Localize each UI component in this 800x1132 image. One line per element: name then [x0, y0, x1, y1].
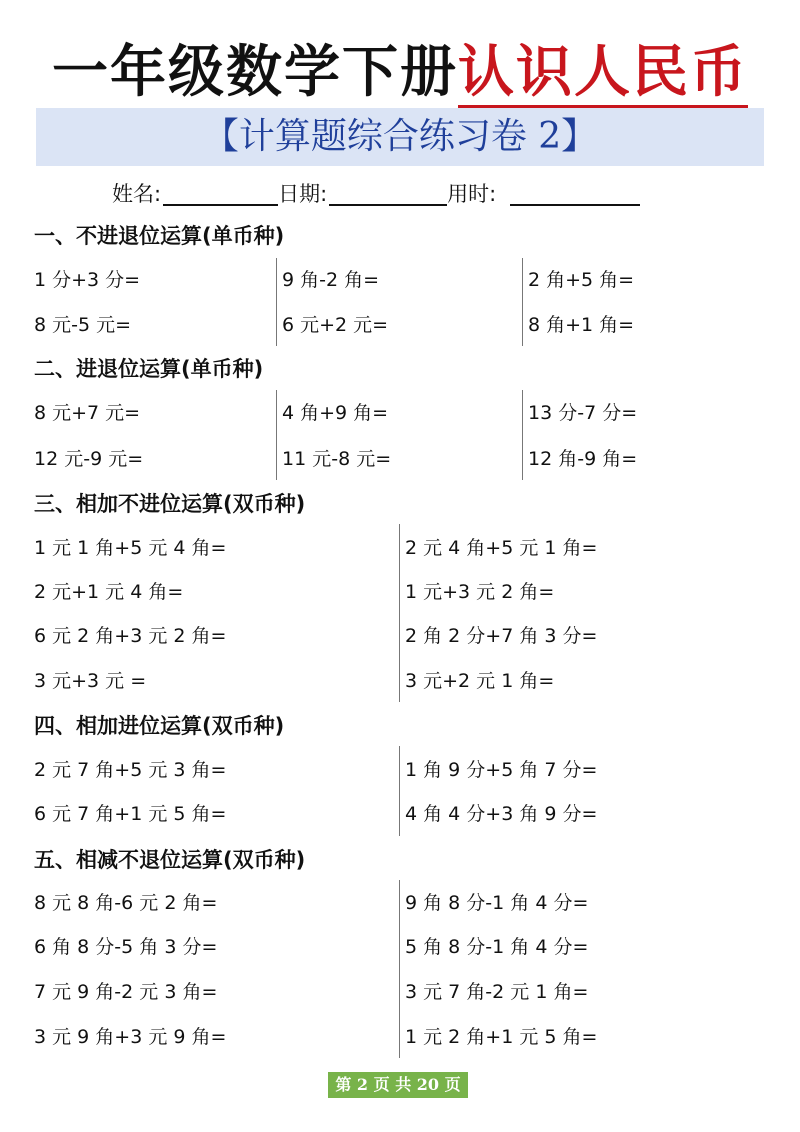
problem: 8 元 8 角-6 元 2 角= [34, 892, 218, 914]
time-label: 用时: [447, 182, 497, 206]
section-3-title: 三、相加不进位运算(双币种) [34, 492, 306, 516]
divider [399, 880, 400, 1058]
problem: 3 元+3 元 = [34, 670, 147, 692]
problem: 8 元+7 元= [34, 402, 141, 424]
divider [276, 390, 277, 480]
problem: 1 角 9 分+5 角 7 分= [405, 759, 598, 781]
problem: 2 角+5 角= [528, 269, 635, 291]
problem: 1 元 2 角+1 元 5 角= [405, 1026, 598, 1048]
date-label: 日期: [278, 182, 328, 206]
time-blank[interactable] [510, 180, 640, 206]
student-info [112, 175, 640, 211]
problem: 13 分-7 分= [528, 402, 638, 424]
section-5-title: 五、相减不退位运算(双币种) [34, 848, 306, 872]
problem: 9 角-2 角= [282, 269, 380, 291]
problem: 4 角+9 角= [282, 402, 389, 424]
title-main: 一年级数学下册 [52, 40, 458, 105]
problem: 5 角 8 分-1 角 4 分= [405, 936, 589, 958]
problem: 12 角-9 角= [528, 448, 638, 470]
divider [399, 746, 400, 836]
problem: 7 元 9 角-2 元 3 角= [34, 981, 218, 1003]
divider [522, 390, 523, 480]
problem: 1 分+3 分= [34, 269, 141, 291]
section-2-title: 二、进退位运算(单币种) [34, 357, 264, 381]
problem: 9 角 8 分-1 角 4 分= [405, 892, 589, 914]
problem: 6 元+2 元= [282, 314, 389, 336]
title-highlight: 认识人民币 [458, 40, 748, 109]
name-label: 姓名: [112, 182, 162, 206]
problem: 12 元-9 元= [34, 448, 144, 470]
problem: 6 角 8 分-5 角 3 分= [34, 936, 218, 958]
page-number-badge: 第 2 页 共 20 页 [328, 1072, 468, 1098]
date-blank[interactable] [329, 180, 447, 206]
problem: 3 元 9 角+3 元 9 角= [34, 1026, 227, 1048]
problem: 11 元-8 元= [282, 448, 392, 470]
problem: 1 元 1 角+5 元 4 角= [34, 537, 227, 559]
problem: 2 元+1 元 4 角= [34, 581, 184, 603]
problem: 2 元 4 角+5 元 1 角= [405, 537, 598, 559]
problem: 1 元+3 元 2 角= [405, 581, 555, 603]
name-blank[interactable] [163, 180, 278, 206]
worksheet-subtitle: 【计算题综合练习卷 2】 [36, 108, 764, 166]
problem: 8 元-5 元= [34, 314, 132, 336]
page-title [0, 40, 800, 106]
divider [276, 258, 277, 346]
problem: 6 元 7 角+1 元 5 角= [34, 803, 227, 825]
divider [399, 524, 400, 702]
divider [522, 258, 523, 346]
problem: 3 元 7 角-2 元 1 角= [405, 981, 589, 1003]
problem: 2 角 2 分+7 角 3 分= [405, 625, 598, 647]
problem: 6 元 2 角+3 元 2 角= [34, 625, 227, 647]
section-1-title: 一、不进退位运算(单币种) [34, 224, 285, 248]
section-4-title: 四、相加进位运算(双币种) [34, 714, 285, 738]
problem: 4 角 4 分+3 角 9 分= [405, 803, 598, 825]
problem: 3 元+2 元 1 角= [405, 670, 555, 692]
problem: 8 角+1 角= [528, 314, 635, 336]
problem: 2 元 7 角+5 元 3 角= [34, 759, 227, 781]
